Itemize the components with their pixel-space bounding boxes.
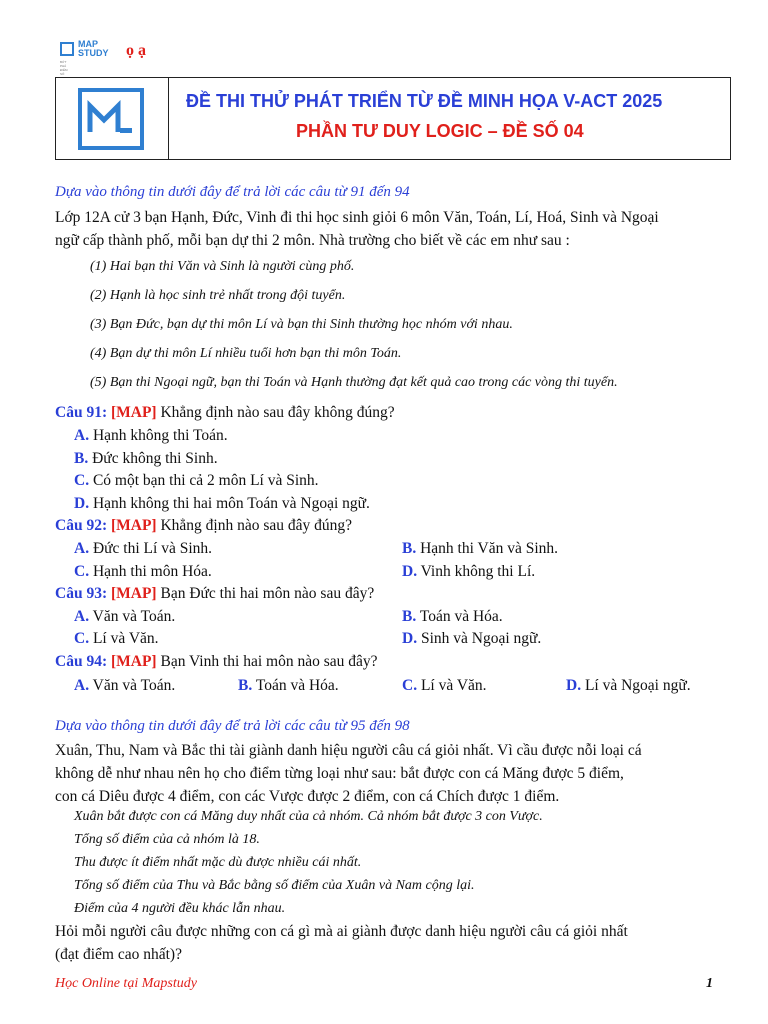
question-number: Câu 92:	[55, 517, 108, 534]
section2-para2: không dễ như nhau nên họ cho điểm từng loại như sau: bắt được con cá Măng được 5 điểm,	[55, 765, 624, 782]
option-94-a[interactable]: A. Văn và Toán.	[74, 677, 176, 694]
footer-link[interactable]: Học Online tại Mapstudy	[55, 976, 197, 991]
statement-4: Tổng số điểm của Thu và Bắc bằng số điểm của Xuân và Nam cộng lại.	[74, 878, 475, 893]
page-number: 1	[706, 976, 713, 991]
option-94-c[interactable]: C. Lí và Văn.	[402, 677, 487, 694]
brand-line1: MAP	[78, 39, 98, 49]
question-tag: [MAP]	[110, 585, 157, 602]
section1-para2: ngữ cấp thành phố, mỗi bạn dự thi 2 môn. Nhà trường cho biết về các em như sau :	[55, 232, 570, 249]
option-93-b[interactable]: B. Toán và Hóa.	[402, 608, 503, 625]
option-91-c[interactable]: C. Có một bạn thi cả 2 môn Lí và Sinh.	[74, 472, 319, 489]
question-number: Câu 93:	[55, 585, 108, 602]
option-92-c[interactable]: C. Hạnh thi môn Hóa.	[74, 563, 212, 580]
logo-cell	[56, 78, 169, 159]
section1-intro: Dựa vào thông tin dưới đây để trả lời các câu từ 91 đến 94	[55, 184, 410, 200]
section2-question-line2: (đạt điểm cao nhất)?	[55, 946, 182, 963]
option-91-b[interactable]: B. Đức không thi Sinh.	[74, 450, 218, 467]
option-92-a[interactable]: A. Đức thi Lí và Sinh.	[74, 540, 212, 557]
question-text: Khẳng định nào sau đây không đúng?	[156, 404, 395, 421]
option-92-b[interactable]: B. Hạnh thi Văn và Sinh.	[402, 540, 559, 557]
question-text: Bạn Vinh thi hai môn nào sau đây?	[156, 653, 378, 670]
section2-para1: Xuân, Thu, Nam và Bắc thi tài giành danh hiệu người câu cá giỏi nhất. Vì cầu được nỗi loại cá	[55, 742, 642, 759]
option-92-d[interactable]: D. Vinh không thi Lí.	[402, 563, 536, 580]
question-92	[55, 517, 352, 535]
question-tag: [MAP]	[110, 404, 157, 421]
option-93-d[interactable]: D. Sinh và Ngoại ngữ.	[402, 630, 542, 647]
question-91	[55, 404, 395, 422]
header-text: ọ ạ	[126, 42, 146, 59]
condition-2: (2) Hạnh là học sinh trẻ nhất trong đội tuyển.	[90, 288, 346, 303]
section1-para1: Lớp 12A cử 3 bạn Hạnh, Đức, Vinh đi thi học sinh giỏi 6 môn Văn, Toán, Lí, Hoá, Sinh và Ngoại	[55, 209, 659, 226]
question-tag: [MAP]	[110, 653, 157, 670]
option-91-d[interactable]: D. Hạnh không thi hai môn Toán và Ngoại ngữ.	[74, 495, 370, 512]
section2-para3: con cá Diêu được 4 điểm, con các Vược được 2 điểm, con cá Chích được 1 điểm.	[55, 788, 560, 805]
condition-1: (1) Hai bạn thi Văn và Sinh là người cùng phố.	[90, 259, 355, 274]
brand-line2: STUDY	[78, 48, 109, 58]
question-text: Bạn Đức thi hai môn nào sau đây?	[156, 585, 375, 602]
question-number: Câu 94:	[55, 653, 108, 670]
question-number: Câu 91:	[55, 404, 108, 421]
option-93-a[interactable]: A. Văn và Toán.	[74, 608, 176, 625]
condition-3: (3) Bạn Đức, bạn dự thi môn Lí và bạn thi Sinh thường học nhóm với nhau.	[90, 317, 513, 332]
question-93	[55, 585, 374, 603]
title-box	[55, 77, 731, 160]
option-94-d[interactable]: D. Lí và Ngoại ngữ.	[566, 677, 691, 694]
question-94	[55, 653, 378, 671]
statement-1: Xuân bắt được con cá Măng duy nhất của cả nhóm. Cả nhóm bắt được 3 con Vược.	[74, 809, 543, 824]
section2-intro: Dựa vào thông tin dưới đây để trả lời các câu từ 95 đến 98	[55, 718, 410, 734]
statement-5: Điểm của 4 người đều khác lẫn nhau.	[74, 901, 286, 916]
section2-question-line1: Hỏi mỗi người câu được những con cá gì mà ai giành được danh hiệu người câu cá giỏi nhất	[55, 923, 628, 940]
logo-mark-icon	[60, 42, 74, 56]
condition-5: (5) Bạn thi Ngoại ngữ, bạn thi Toán và Hạnh thường đạt kết quả cao trong các vòng thi tuyển.	[90, 375, 618, 390]
title-line2: PHẦN TƯ DUY LOGIC – ĐỀ SỐ 04	[296, 121, 584, 141]
condition-4: (4) Bạn dự thi môn Lí nhiều tuổi hơn bạn thi môn Toán.	[90, 346, 402, 361]
option-91-a[interactable]: A. Hạnh không thi Toán.	[74, 427, 228, 444]
question-tag: [MAP]	[110, 517, 157, 534]
statement-2: Tổng số điểm của cả nhóm là 18.	[74, 832, 260, 847]
brand-tagline: BỨT PHÁ ĐIỂM SỐ	[60, 60, 68, 76]
title-line1: ĐỀ THI THỬ PHÁT TRIỂN TỪ ĐỀ MINH HỌA V-ACT 2025	[186, 91, 663, 111]
option-93-c[interactable]: C. Lí và Văn.	[74, 630, 159, 647]
m-logo-icon	[78, 88, 144, 150]
question-text: Khẳng định nào sau đây đúng?	[156, 517, 353, 534]
statement-3: Thu được ít điểm nhất mặc dù được nhiều cái nhất.	[74, 855, 362, 870]
option-94-b[interactable]: B. Toán và Hóa.	[238, 677, 339, 694]
